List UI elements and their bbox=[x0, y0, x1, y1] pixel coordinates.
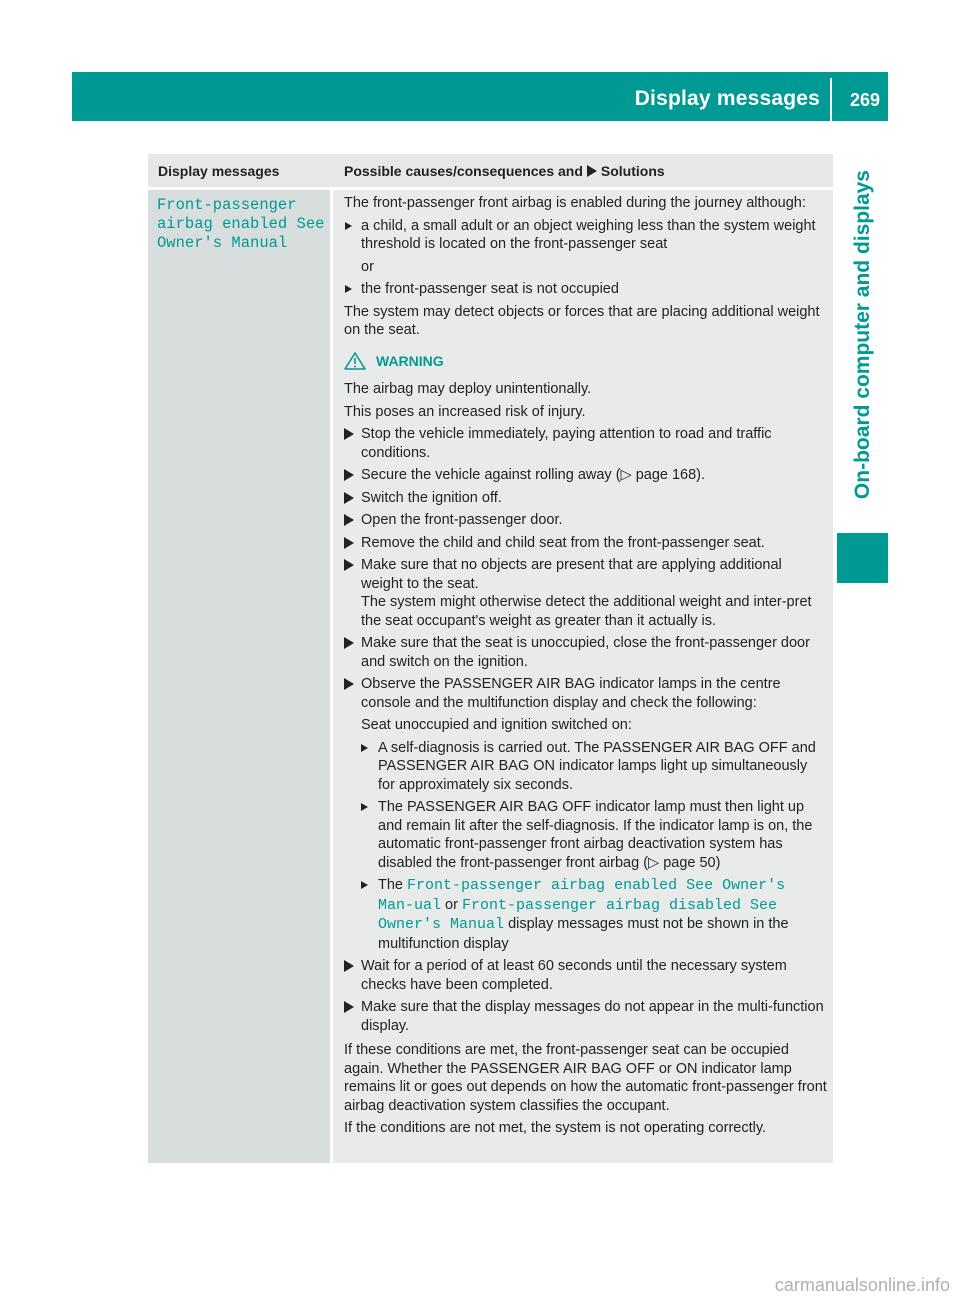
step-item bbox=[344, 675, 827, 712]
col-header-causes bbox=[344, 163, 665, 179]
step-item bbox=[344, 957, 827, 994]
step-arrow-icon bbox=[344, 1001, 354, 1013]
step-item bbox=[344, 534, 827, 553]
step-item bbox=[344, 998, 827, 1035]
display-message-ref: Front-passenger airbag enabled See Owner's Man‐ual bbox=[378, 877, 786, 914]
section-side-tab bbox=[837, 170, 888, 582]
page-header bbox=[72, 72, 888, 121]
watermark-text: carmanualsonline.info bbox=[774, 1275, 950, 1295]
warning-label: WARNING bbox=[376, 352, 444, 369]
step-text: Make sure that the seat is unoccupied, close the front-passenger door and switch on the ignition. bbox=[361, 635, 810, 670]
step-text: Open the front-passenger door. bbox=[361, 512, 563, 528]
side-tab-marker bbox=[837, 533, 888, 583]
text-fragment: The bbox=[378, 877, 403, 893]
step-arrow-icon bbox=[344, 637, 354, 649]
warning-heading bbox=[344, 352, 827, 371]
text-fragment: display messages must not be shown in the multifunction display bbox=[378, 916, 789, 952]
step-item bbox=[344, 634, 827, 671]
arrow-icon bbox=[587, 165, 597, 177]
header-divider bbox=[830, 78, 832, 121]
step-text: Make sure that the display messages do not appear in the multi-function display. bbox=[361, 999, 824, 1034]
side-tab-label: On-board computer and displays bbox=[850, 170, 874, 500]
list-item: the front-passenger seat is not occupied bbox=[344, 280, 827, 299]
step-item bbox=[344, 466, 827, 485]
step-arrow-icon bbox=[344, 428, 354, 440]
paragraph: If the conditions are not met, the system is not operating correctly. bbox=[344, 1120, 767, 1136]
display-message-text: Front-passenger airbag enabled See Owner's Manual bbox=[157, 196, 325, 252]
step-text: Stop the vehicle immediately, paying attention to road and traffic conditions. bbox=[361, 426, 772, 461]
step-text: Observe the PASSENGER AIR BAG indicator lamps in the centre console and the multifunction display and check the following: bbox=[361, 676, 781, 711]
col-header-causes-text: Possible causes/consequences and bbox=[344, 163, 583, 179]
causes-solutions-content bbox=[344, 194, 827, 1142]
step-text: Switch the ignition off. bbox=[361, 489, 502, 506]
header-title: Display messages bbox=[634, 87, 820, 110]
list-item: A self-diagnosis is carried out. The PASSENGER AIR BAG OFF and PASSENGER AIR BAG ON indicator lamps light up simultaneously for approximately six seconds. bbox=[344, 739, 827, 795]
step-text: Secure the vehicle against rolling away (▷ page 168). bbox=[361, 467, 706, 483]
warning-triangle-icon bbox=[344, 352, 366, 370]
paragraph: The system may detect objects or forces that are placing additional weight on the seat. bbox=[344, 303, 820, 338]
step-subheading: Seat unoccupied and ignition switched on: bbox=[361, 717, 632, 733]
page-number: 269 bbox=[849, 90, 880, 110]
list-item: The PASSENGER AIR BAG OFF indicator lamp must then light up and remain lit after the self-diagnosis. If the indicator lamp is on, the automatic front-passenger front airbag deactivation system has disabled the front-passenger front airbag (▷ page 50) bbox=[344, 798, 827, 872]
intro-text: The front-passenger front airbag is enabled during the journey although: bbox=[344, 195, 806, 211]
message-cell bbox=[148, 190, 330, 1163]
text-fragment: or bbox=[445, 896, 458, 913]
or-text: or bbox=[361, 258, 374, 275]
step-text: Wait for a period of at least 60 seconds until the necessary system checks have been completed. bbox=[361, 958, 787, 993]
table-header-row bbox=[148, 154, 833, 187]
list-item: a child, a small adult or an object weighing less than the system weight threshold is located on the front-passenger seat bbox=[344, 217, 827, 254]
step-text: Make sure that no objects are present that are applying additional weight to the seat. bbox=[361, 557, 782, 592]
step-arrow-icon bbox=[344, 678, 354, 690]
step-arrow-icon bbox=[344, 559, 354, 571]
col-header-messages: Display messages bbox=[158, 163, 280, 179]
step-item bbox=[344, 425, 827, 462]
step-arrow-icon bbox=[344, 960, 354, 972]
step-arrow-icon bbox=[344, 469, 354, 481]
step-item bbox=[344, 556, 827, 593]
step-item bbox=[344, 489, 827, 508]
warning-text: This poses an increased risk of injury. bbox=[344, 403, 586, 420]
warning-text: The airbag may deploy unintentionally. bbox=[344, 381, 592, 397]
step-arrow-icon bbox=[344, 537, 354, 549]
step-arrow-icon bbox=[344, 492, 354, 504]
step-note: The system might otherwise detect the additional weight and inter-pret the seat occupant's weight as greater than it actually is. bbox=[361, 594, 812, 629]
step-arrow-icon bbox=[344, 514, 354, 526]
col-header-solutions-text: Solutions bbox=[600, 163, 665, 179]
display-message-ref: Front-passenger airbag disabled See Owner's Manual bbox=[378, 896, 778, 933]
list-item bbox=[344, 876, 827, 953]
step-text: Remove the child and child seat from the front-passenger seat. bbox=[361, 534, 765, 551]
paragraph: If these conditions are met, the front-passenger seat can be occupied again. Whether the PASSENGER AIR BAG OFF or ON indicator lamp remains lit or goes out depends on how the automatic front-passenger front airbag deactivation system classifies the occupant. bbox=[344, 1042, 827, 1114]
step-item bbox=[344, 511, 827, 530]
